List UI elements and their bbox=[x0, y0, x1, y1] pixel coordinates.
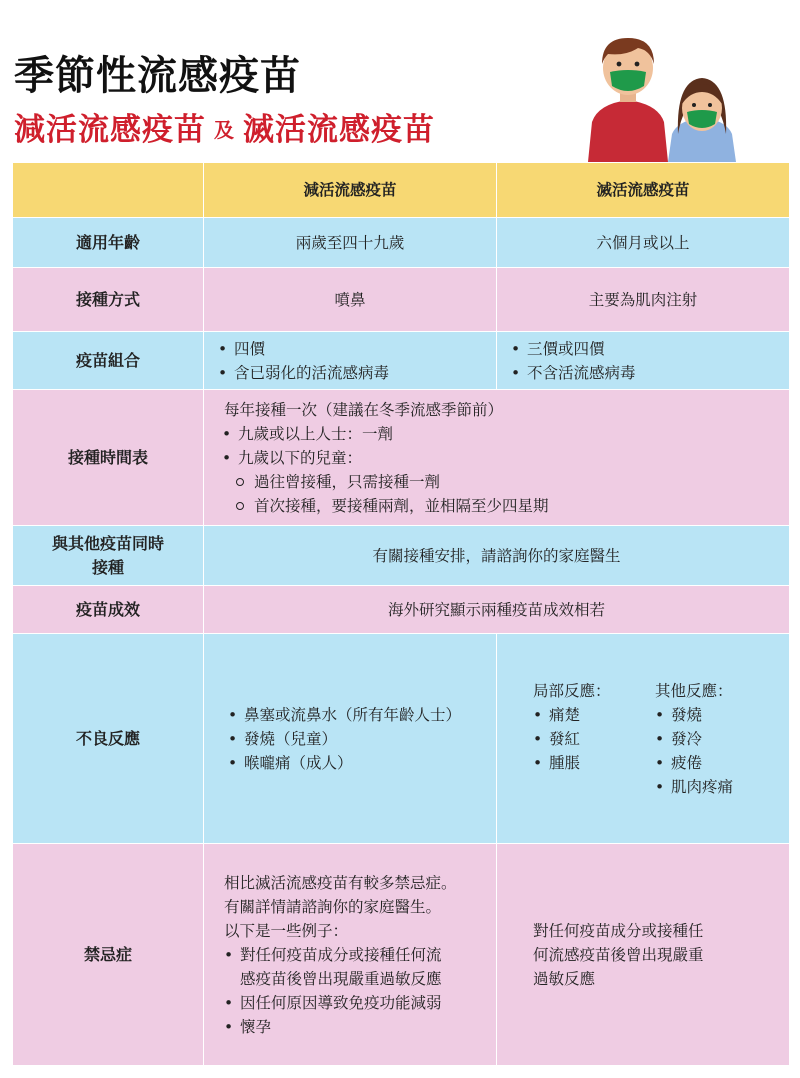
contra-iiv bbox=[497, 844, 790, 1066]
table-header-row bbox=[13, 163, 790, 218]
table-row bbox=[13, 390, 790, 526]
composition-laiv bbox=[204, 332, 497, 390]
comparison-table bbox=[12, 162, 790, 1066]
row-label-efficacy: 疫苗成效 bbox=[13, 586, 204, 634]
schedule-content bbox=[204, 390, 790, 526]
contra-item-line2: 感疫苗後曾出現嚴重過敏反應 bbox=[240, 969, 442, 988]
row-label-method: 接種方式 bbox=[13, 268, 204, 332]
list-item: • 疲倦 bbox=[671, 751, 773, 775]
list-item: • 懷孕 bbox=[240, 1015, 496, 1039]
table-row bbox=[13, 844, 790, 1066]
row-label-coadmin bbox=[13, 526, 204, 586]
masked-people-icon bbox=[580, 30, 750, 162]
subtitle-iiv: 滅活流感疫苗 bbox=[243, 112, 435, 148]
contra-iiv-line: 過敏反應 bbox=[533, 969, 596, 988]
header-laiv: 減活流感疫苗 bbox=[204, 163, 497, 218]
efficacy-text: 海外研究顯示兩種疫苗成效相若 bbox=[204, 586, 790, 634]
list-item: • 痛楚 bbox=[549, 703, 651, 727]
contra-iiv-line: 對任何疫苗成分或接種任 bbox=[533, 921, 704, 940]
table-row bbox=[13, 218, 790, 268]
method-laiv: 噴鼻 bbox=[204, 268, 497, 332]
list-item: • 發燒 bbox=[671, 703, 773, 727]
contra-laiv bbox=[204, 844, 497, 1066]
adverse-laiv bbox=[204, 634, 497, 844]
page-title: 季節性流感疫苗 bbox=[14, 53, 301, 99]
schedule-intro: 每年接種一次（建議在冬季流感季節前） bbox=[224, 400, 504, 419]
composition-iiv bbox=[497, 332, 790, 390]
sub-list-item: 過往曾接種，只需接種一劑 bbox=[254, 470, 789, 494]
list-item: • 三價或四價 bbox=[527, 337, 789, 361]
subtitle-conjunction: 及 bbox=[214, 118, 235, 142]
list-item: • 腫脹 bbox=[549, 751, 651, 775]
list-item: • 因任何原因導致免疫功能減弱 bbox=[240, 991, 496, 1015]
contra-laiv-line: 以下是一些例子： bbox=[224, 921, 349, 940]
contra-laiv-line: 相比滅活流感疫苗有較多禁忌症。 bbox=[224, 873, 457, 892]
coadmin-text: 有關接種安排，請諮詢你的家庭醫生 bbox=[204, 526, 790, 586]
list-item: • 九歲或以上人士：一劑 bbox=[238, 422, 789, 446]
table-row bbox=[13, 586, 790, 634]
row-label-schedule: 接種時間表 bbox=[13, 390, 204, 526]
header-iiv: 滅活流感疫苗 bbox=[497, 163, 790, 218]
page-subtitle bbox=[14, 104, 435, 149]
method-iiv: 主要為肌肉注射 bbox=[497, 268, 790, 332]
contra-iiv-line: 何流感疫苗後曾出現嚴重 bbox=[533, 945, 704, 964]
sub-list-item: 首次接種，要接種兩劑，並相隔至少四星期 bbox=[254, 494, 789, 518]
other-reactions bbox=[655, 679, 773, 799]
list-item: • 鼻塞或流鼻水（所有年齡人士） bbox=[244, 703, 496, 727]
list-item: • 發燒（兒童） bbox=[244, 727, 496, 751]
header bbox=[0, 0, 800, 162]
row-label-coadmin-line2: 接種 bbox=[91, 557, 124, 577]
list-item: • 含已弱化的活流感病毒 bbox=[234, 361, 496, 385]
list-item: • 九歲以下的兒童： bbox=[238, 446, 789, 470]
header-empty-cell bbox=[13, 163, 204, 218]
list-item: • 喉嚨痛（成人） bbox=[244, 751, 496, 775]
other-reactions-title: 其他反應： bbox=[655, 681, 733, 700]
row-label-age: 適用年齡 bbox=[13, 218, 204, 268]
adverse-iiv bbox=[497, 634, 790, 844]
table-row bbox=[13, 526, 790, 586]
list-item: • 不含活流感病毒 bbox=[527, 361, 789, 385]
age-iiv: 六個月或以上 bbox=[497, 218, 790, 268]
list-item: • 肌肉疼痛 bbox=[671, 775, 773, 799]
table-row bbox=[13, 268, 790, 332]
table-row bbox=[13, 332, 790, 390]
local-reactions bbox=[533, 679, 651, 799]
subtitle-laiv: 減活流感疫苗 bbox=[14, 112, 206, 148]
row-label-composition: 疫苗組合 bbox=[13, 332, 204, 390]
row-label-coadmin-line1: 與其他疫苗同時 bbox=[51, 533, 164, 553]
row-label-contra: 禁忌症 bbox=[13, 844, 204, 1066]
table-row bbox=[13, 634, 790, 844]
list-item bbox=[240, 943, 496, 991]
age-laiv: 兩歲至四十九歲 bbox=[204, 218, 497, 268]
contra-laiv-line: 有關詳情請諮詢你的家庭醫生。 bbox=[224, 897, 442, 916]
list-item: • 四價 bbox=[234, 337, 496, 361]
list-item: • 發紅 bbox=[549, 727, 651, 751]
contra-item-line1: • 對任何疫苗成分或接種任何流 bbox=[240, 945, 442, 964]
list-item: • 發冷 bbox=[671, 727, 773, 751]
local-reactions-title: 局部反應： bbox=[533, 681, 611, 700]
row-label-adverse: 不良反應 bbox=[13, 634, 204, 844]
